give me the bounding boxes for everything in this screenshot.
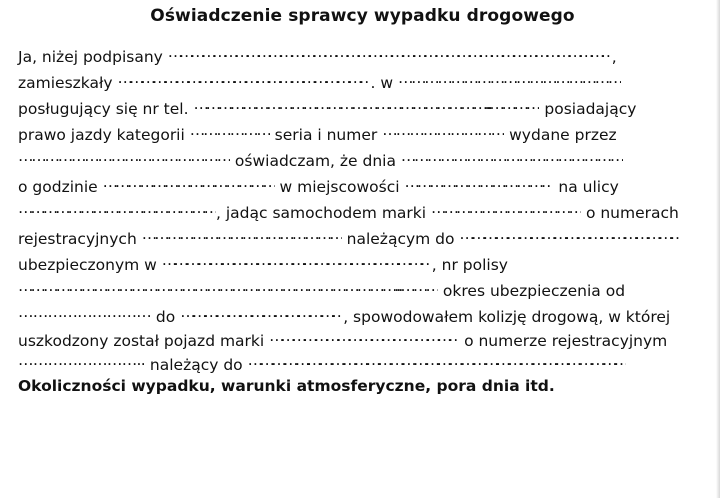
label-nalezacy-do: należący do [145,356,248,374]
name-blank: ………………………………………………………………………………………………………… [167,43,612,61]
damaged-car-owner-blank: …………………………………………………………………………………… [247,351,626,369]
issuer-blank: ………………………………………… [18,147,230,165]
damaged-car-make-blank: …………………………………………… [269,327,460,345]
form-line-13 [18,350,626,375]
label-w-miejscowosci: w miejscowości [274,178,405,196]
label-do: do [151,308,181,326]
label-phone: posługujący się nr tel. [18,100,194,118]
form-line-1 [18,42,617,67]
car-make-blank: ……………………………… [431,199,582,217]
damaged-car-registration-blank: …………………….. [18,351,145,369]
label-spowodowalem-kolizje: , spowodowałem kolizję drogową, w której [343,308,671,326]
address-blank: ………………………………………………………… [117,69,371,87]
form-line-4 [18,120,617,145]
form-line-6 [18,172,619,197]
comma: , [611,48,617,66]
label-nr-polisy: , nr polisy [431,256,508,274]
label-okres-ubezpieczenia-od: okres ubezpieczenia od [438,282,626,300]
label-w: . w [370,74,398,92]
form-title: Oświadczenie sprawcy wypadku drogowego [150,6,575,26]
form-line-9 [18,250,508,275]
label-zamieszkaly: zamieszkały [18,74,118,92]
circumstances-heading: Okoliczności wypadku, warunki atmosferyczne, pora dnia itd. [18,377,555,395]
page-edge [716,0,720,498]
street-blank: ………………………………………… [18,199,216,217]
form-line-2 [18,68,621,93]
label-posiadajacy: posiadający [539,100,637,118]
locality-blank: ……………………………… [404,173,554,191]
label-o-numerze-rejestracyjnym: o numerze rejestracyjnym [459,332,668,350]
owner-blank: ………………………………………………… [459,225,682,243]
label-seria-i-numer: seria i numer [269,126,383,144]
label-ja-nizej-podpisany: Ja, niżej podpisany [18,48,168,66]
date-blank: …………………………………………… [400,147,623,165]
form-line-5 [18,146,623,171]
phone-blank: ………………………………………………………………...…………. [193,95,540,113]
label-o-numerach: o numerach [581,204,679,222]
label-o-godzinie: o godzinie [18,178,103,196]
licence-number-blank: ……………………… [382,121,505,139]
form-line-12 [18,326,667,351]
form-line-8 [18,224,681,249]
label-nalezacym-do: należącym do [341,230,460,248]
label-oswiadczam-ze-dnia: oświadczam, że dnia [230,152,401,170]
label-wydane-przez: wydane przez [504,126,617,144]
label-na-ulicy: na ulicy [553,178,619,196]
time-blank: …………………………………… [102,173,275,191]
form-line-11 [18,302,670,327]
label-jadac-samochodem-marki: , jadąc samochodem marki [216,204,432,222]
insurer-blank: …………………………………………………………… [161,251,432,269]
form-line-10 [18,276,625,301]
insurance-to-blank: …………………………………… [180,303,344,321]
city-blank: …………………………………………… [397,69,621,87]
label-ubezpieczonym-w: ubezpieczonym w [18,256,162,274]
form-line-3 [18,94,636,119]
registration-blank: ………………………………………… [141,225,342,243]
label-uszkodzony-pojazd-marki: uszkodzony został pojazd marki [18,332,270,350]
form-line-7 [18,198,679,223]
label-rejestracyjnych: rejestracyjnych [18,230,142,248]
policy-number-blank: ………………………………………………………………………………...……… [18,277,438,295]
label-licence-category: prawo jazdy kategorii [18,126,190,144]
insurance-from-blank: ……………………… [18,303,151,321]
licence-category-blank: ……………… [189,121,270,139]
